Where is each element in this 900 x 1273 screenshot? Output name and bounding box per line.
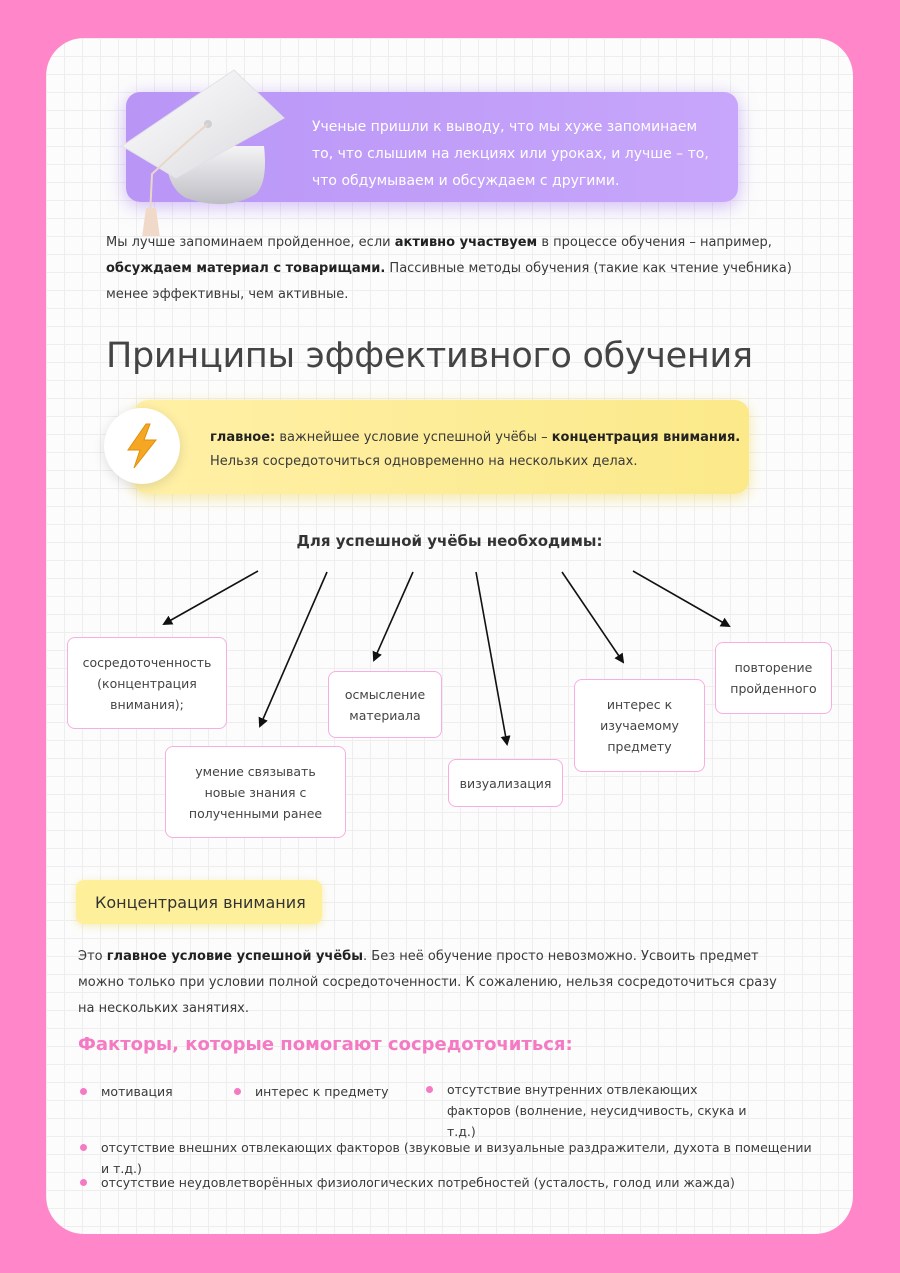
factor-item: отсутствие внешних отвлекающих факторов (звуковые и визуальные раздражители, духота в помещении и т.д.) bbox=[78, 1137, 818, 1179]
factor-item: отсутствие неудовлетворённых физиологических потребностей (усталость, голод или жажда) bbox=[78, 1172, 818, 1193]
note-text: Нельзя сосредоточиться одновременно на нескольких делах. bbox=[210, 454, 638, 469]
paragraph-text: Пассивные методы обучения (такие как чтение учебника) менее эффективны, чем активные. bbox=[106, 261, 792, 302]
section-tag-concentration: Концентрация внимания bbox=[76, 880, 322, 924]
diagram-item-repetition: повторение пройденного bbox=[715, 642, 832, 714]
paragraph-bold: активно участвуем bbox=[394, 235, 538, 250]
arrow-4 bbox=[476, 572, 507, 744]
paragraph-text: в процессе обучения – например, bbox=[537, 235, 772, 250]
document-page bbox=[46, 38, 853, 1234]
arrow-6 bbox=[633, 571, 729, 626]
arrow-3 bbox=[374, 572, 413, 660]
paragraph-bold: главное условие успешной учёбы bbox=[106, 949, 364, 964]
page-title: Принципы эффективного обучения bbox=[106, 336, 753, 376]
arrow-5 bbox=[562, 572, 623, 662]
diagram-item-concentration: сосредоточенность (концентрация внимания); bbox=[67, 637, 227, 729]
intro-quote: Ученые пришли к выводу, что мы хуже запоминаем то, что слышим на лекциях или уроках, и лучше – то, что обдумываем и обсуждаем с другими. bbox=[312, 119, 709, 189]
diagram-title: Для успешной учёбы необходимы: bbox=[296, 532, 603, 550]
diagram-arrows bbox=[46, 38, 853, 858]
arrow-2 bbox=[260, 572, 327, 726]
factor-item: мотивация bbox=[78, 1081, 218, 1102]
arrow-1 bbox=[164, 571, 258, 624]
note-text: важнейшее условие успешной учёбы – bbox=[275, 430, 552, 445]
factor-item: интерес к предмету bbox=[232, 1081, 412, 1102]
factors-heading: Факторы, которые помогают сосредоточиться: bbox=[78, 1034, 573, 1055]
diagram-item-linking-knowledge: умение связывать новые знания с полученными ранее bbox=[165, 746, 346, 838]
paragraph-bold: обсуждаем материал с товарищами. bbox=[106, 261, 386, 276]
note-bold: концентрация внимания. bbox=[551, 430, 741, 445]
paragraph-text: . Без неё обучение просто невозможно. Усвоить предмет можно только при условии полной сосредоточенности. К сожалению, нельзя сосредоточиться сразу на нескольких занятиях. bbox=[78, 949, 777, 1016]
note-bold: главное: bbox=[210, 430, 276, 445]
paragraph-text: Это bbox=[78, 949, 107, 964]
diagram-item-visualization: визуализация bbox=[448, 759, 563, 807]
paragraph-text: Мы лучше запоминаем пройденное, если bbox=[106, 235, 395, 250]
diagram-item-interest: интерес к изучаемому предмету bbox=[574, 679, 705, 772]
concentration-paragraph bbox=[78, 944, 778, 1022]
factor-item: отсутствие внутренних отвлекающих факторов (волнение, неусидчивость, скука и т.д.) bbox=[424, 1079, 764, 1142]
diagram-item-comprehension: осмысление материала bbox=[328, 671, 442, 738]
